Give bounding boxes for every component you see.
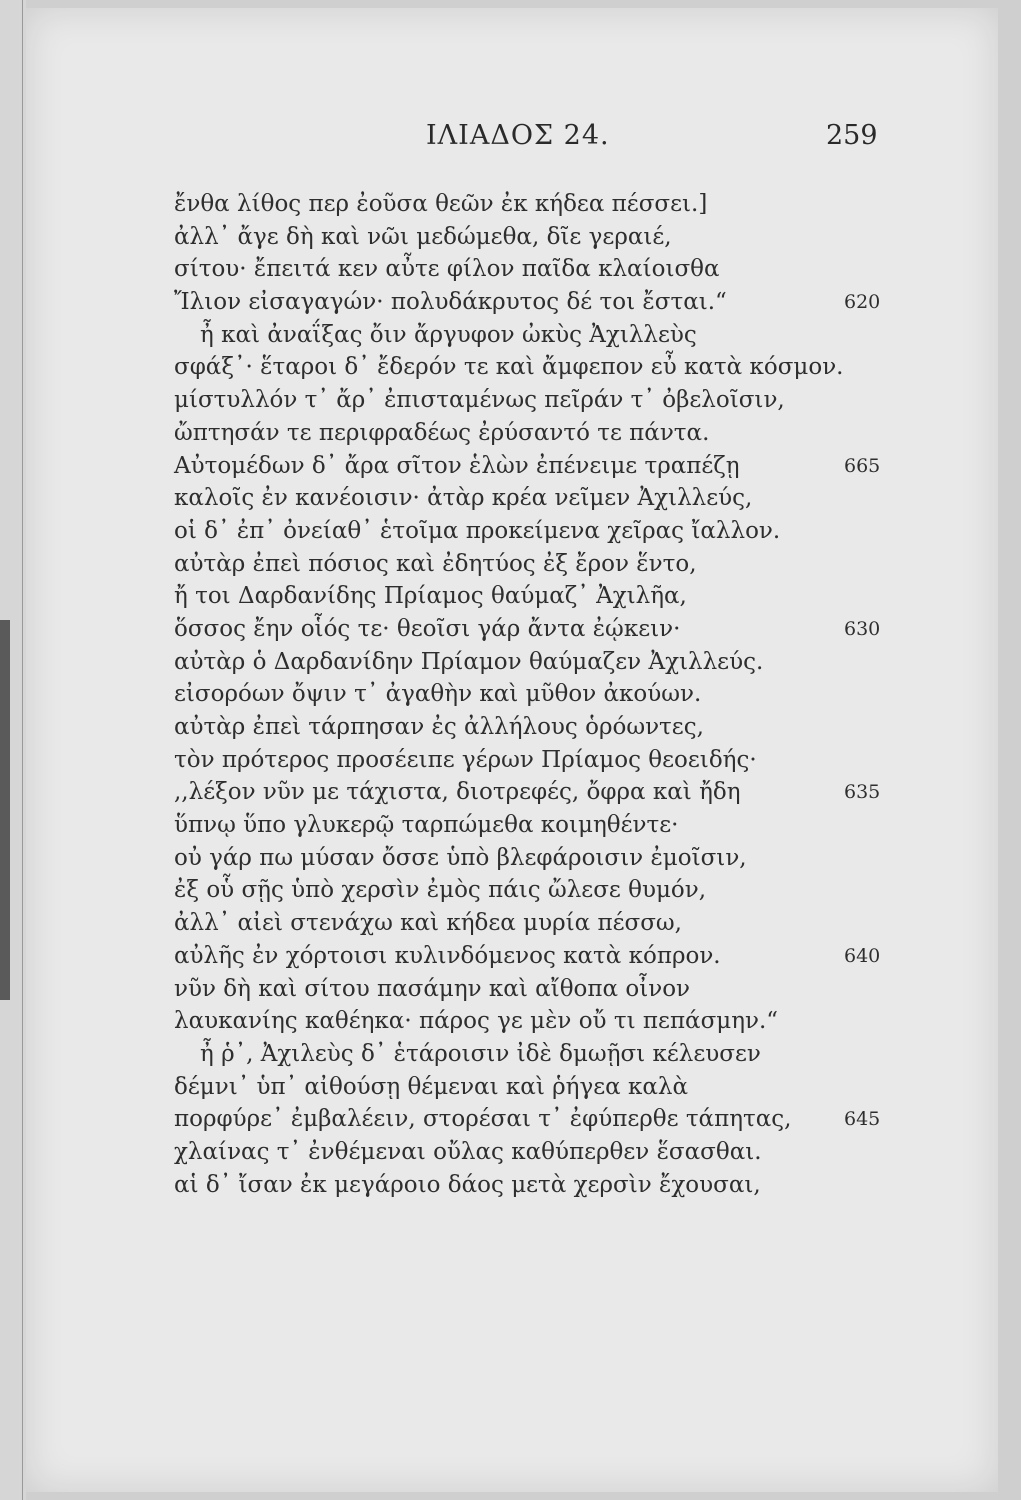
verse-text: οἱ δ᾽ ἐπ᾽ ὀνείαθ᾽ ἑτοῖμα προκείμενα χεῖρας ἴαλλον. bbox=[174, 517, 781, 544]
verse-line bbox=[174, 842, 994, 875]
verse-line bbox=[174, 1103, 994, 1136]
verse-text: σφάξ᾽· ἕταροι δ᾽ ἔδερόν τε καὶ ἄμφεπον εὖ κατὰ κόσμον. bbox=[174, 354, 844, 381]
binding-shadow bbox=[0, 620, 10, 1000]
verse-text: νῦν δὴ καὶ σίτου πασάμην καὶ αἴθοπα οἶνον bbox=[174, 975, 691, 1002]
verse-text: οὐ γάρ πω μύσαν ὄσσε ὑπὸ βλεφάροισιν ἐμοῖσιν, bbox=[174, 844, 747, 871]
verse-text: ἦ καὶ ἀναΐξας ὄιν ἄργυφον ὠκὺς Ἀχιλλεὺς bbox=[200, 321, 697, 348]
verse-text: τὸν πρότερος προσέειπε γέρων Πρίαμος θεοειδής· bbox=[174, 746, 757, 773]
verse-text: ἀλλ᾽ αἰεὶ στενάχω καὶ κήδεα μυρία πέσσω, bbox=[174, 910, 682, 937]
verse-line bbox=[174, 646, 994, 679]
verse-line bbox=[174, 188, 994, 221]
verse-text: εἰσορόων ὄψιν τ᾽ ἀγαθὴν καὶ μῦθον ἀκούων. bbox=[174, 681, 702, 708]
verse-text: ἔνθα λίθος περ ἐοῦσα θεῶν ἐκ κήδεα πέσσει.] bbox=[174, 191, 708, 217]
verse-line bbox=[174, 1071, 994, 1104]
page-header bbox=[26, 120, 998, 160]
verse-text: αὐτὰρ ὁ Δαρδανίδην Πρίαμον θαύμαζεν Ἀχιλλεύς. bbox=[174, 648, 764, 675]
verse-line bbox=[174, 515, 994, 548]
verse-text: ὕπνῳ ὕπο γλυκερῷ ταρπώμεθα κοιμηθέντε· bbox=[174, 812, 679, 839]
verse-line bbox=[174, 482, 994, 515]
verse-text-block bbox=[174, 188, 994, 1201]
verse-line bbox=[174, 384, 994, 417]
verse-text: ὤπτησάν τε περιφραδέως ἐρύσαντό τε πάντα. bbox=[174, 419, 710, 446]
verse-line bbox=[174, 417, 994, 450]
verse-text: ἐξ οὗ σῇς ὑπὸ χερσὶν ἐμὸς πάις ὤλεσε θυμόν, bbox=[174, 877, 707, 904]
line-number: 665 bbox=[844, 454, 881, 477]
verse-text: αὐλῆς ἐν χόρτοισι κυλινδόμενος κατὰ κόπρον. bbox=[174, 942, 721, 969]
verse-text: λαυκανίης καθέηκα· πάρος γε μὲν οὔ τι πεπάσμην.“ bbox=[174, 1008, 779, 1035]
verse-line bbox=[174, 1136, 994, 1169]
verse-line bbox=[174, 907, 994, 940]
verse-line bbox=[174, 613, 994, 646]
verse-line bbox=[174, 221, 994, 254]
verse-text: καλοῖς ἐν κανέοισιν· ἀτὰρ κρέα νεῖμεν Ἀχιλλεύς, bbox=[174, 485, 753, 512]
verse-text: ἦ ῥ᾽, Ἀχιλεὺς δ᾽ ἑτάροισιν ἰδὲ δμωῇσι κέλευσεν bbox=[200, 1040, 761, 1067]
verse-text: πορφύρε᾽ ἐμβαλέειν, στορέσαι τ᾽ ἐφύπερθε τάπητας, bbox=[174, 1106, 792, 1133]
verse-line bbox=[174, 940, 994, 973]
line-number: 620 bbox=[844, 291, 881, 314]
verse-line bbox=[174, 319, 994, 352]
verse-text: ἤ τοι Δαρδανίδης Πρίαμος θαύμαζ᾽ Ἀχιλῆα, bbox=[174, 583, 687, 610]
verse-text: μίστυλλόν τ᾽ ἄρ᾽ ἐπισταμένως πεῖράν τ᾽ ὀβελοῖσιν, bbox=[174, 387, 785, 414]
verse-text: ὅσσος ἔην οἷός τε· θεοῖσι γάρ ἄντα ἐῴκειν· bbox=[174, 615, 681, 642]
line-number: 645 bbox=[844, 1108, 881, 1131]
verse-line bbox=[174, 351, 994, 384]
verse-text: σίτου· ἔπειτά κεν αὖτε φίλον παῖδα κλαίοισθα bbox=[174, 256, 720, 283]
verse-text: αἱ δ᾽ ἴσαν ἐκ μεγάροιο δάος μετὰ χερσὶν ἔχουσαι, bbox=[174, 1171, 761, 1198]
verse-line bbox=[174, 874, 994, 907]
verse-text: ἀλλ᾽ ἄγε δὴ καὶ νῶι μεδώμεθα, δῖε γεραιέ, bbox=[174, 223, 672, 250]
verse-text: αὐτὰρ ἐπεὶ πόσιος καὶ ἐδητύος ἐξ ἔρον ἕντο, bbox=[174, 550, 697, 577]
verse-line bbox=[174, 548, 994, 581]
verse-line bbox=[174, 286, 994, 319]
verse-line bbox=[174, 809, 994, 842]
verse-line bbox=[174, 580, 994, 613]
verse-text: Ἴλιον εἰσαγαγών· πολυδάκρυτος δέ τοι ἔσται.“ bbox=[174, 289, 727, 316]
verse-line bbox=[174, 253, 994, 286]
verse-text: ,,λέξον νῦν με τάχιστα, διοτρεφές, ὄφρα καὶ ἤδη bbox=[174, 779, 741, 806]
page-fold-line bbox=[22, 0, 23, 1500]
line-number: 640 bbox=[844, 944, 881, 967]
verse-line bbox=[174, 744, 994, 777]
verse-text: αὐτὰρ ἐπεὶ τάρπησαν ἐς ἀλλήλους ὁρόωντες, bbox=[174, 714, 704, 740]
verse-line bbox=[174, 776, 994, 809]
line-number: 635 bbox=[844, 781, 881, 804]
verse-text: χλαίνας τ᾽ ἐνθέμεναι οὔλας καθύπερθεν ἕσασθαι. bbox=[174, 1138, 762, 1165]
verse-text: δέμνι᾽ ὑπ᾽ αἰθούσῃ θέμεναι καὶ ῥήγεα καλὰ bbox=[174, 1073, 688, 1100]
verse-text: Αὐτομέδων δ᾽ ἄρα σῖτον ἑλὼν ἐπένειμε τραπέζῃ bbox=[174, 452, 740, 479]
verse-line bbox=[174, 1169, 994, 1202]
page-number: 259 bbox=[826, 120, 878, 151]
line-number: 630 bbox=[844, 617, 881, 640]
verse-line bbox=[174, 973, 994, 1006]
running-title: ΙΛΙΑΔΟΣ 24. bbox=[426, 120, 610, 151]
verse-line bbox=[174, 711, 994, 744]
book-page bbox=[26, 8, 998, 1492]
verse-line bbox=[174, 450, 994, 483]
verse-line bbox=[174, 1005, 994, 1038]
verse-line bbox=[174, 1038, 994, 1071]
verse-line bbox=[174, 678, 994, 711]
